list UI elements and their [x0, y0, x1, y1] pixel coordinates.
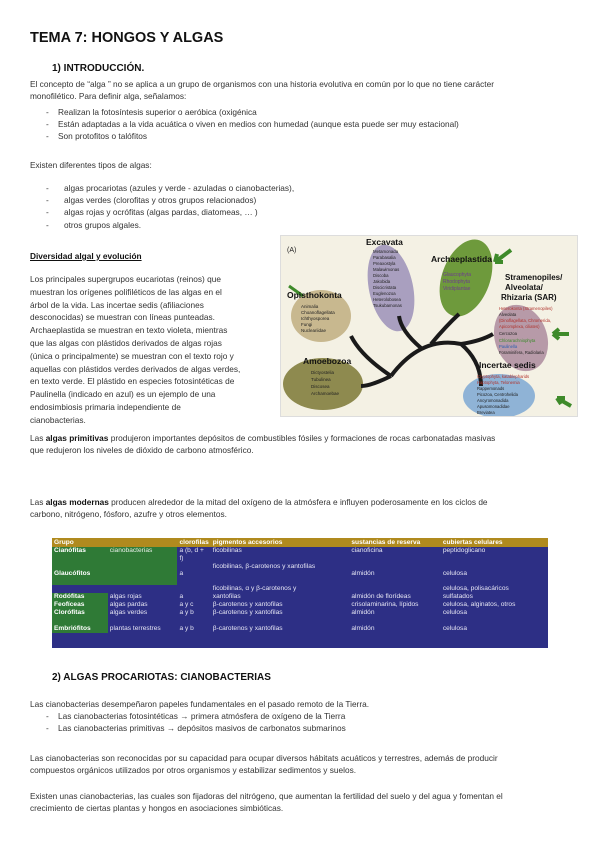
diversity-paragraph [30, 273, 270, 427]
sar-label-1: Stramenopiles/ [505, 273, 563, 282]
list-item: - Son protofitos o talófitos [30, 130, 590, 142]
table-cell: peptidoglicano [442, 547, 486, 554]
table-cell: algas rojas [109, 593, 142, 600]
column-header: Grupo [52, 538, 108, 547]
taxon-label: (Dinoflagellata, Chromerida, [499, 318, 552, 323]
taxon-label: Paulinella [499, 344, 518, 349]
table-cell: a y b [179, 625, 194, 632]
table-cell: algas verdes [109, 609, 148, 616]
list-item: - Están adaptadas a la vida acuática o viven en medios con humedad (aunque esta puede ser muy estacional) [30, 118, 590, 130]
column-header [108, 538, 178, 547]
list-item: - algas verdes (clorofitas y otros grupos relacionados) [30, 194, 590, 206]
types-intro: Existen diferentes tipos de algas: [30, 160, 152, 170]
archaeplastida-items [443, 272, 471, 292]
taxon-label: Preaxostyla [373, 261, 396, 266]
taxon-label: Glaucophyta [443, 272, 472, 278]
table-cell: Cianófitas [52, 547, 108, 563]
taxon-label: Parabasalia [373, 255, 396, 260]
table-cell [108, 563, 178, 585]
text-line: crecimiento de ciertas plantas y hongos en asociaciones simbióticas. [30, 803, 284, 814]
primitive-algae-paragraph [30, 432, 590, 456]
table-cell: Rodófitas [52, 593, 108, 601]
text-line [30, 432, 590, 444]
amoebozoa-label: Amoebozoa [303, 356, 352, 366]
intro-paragraph [30, 78, 494, 102]
taxon-label: Heterolobosea [373, 297, 401, 302]
table-row [52, 547, 548, 563]
text-line: desconocidas) se muestran con líneas punteadas. [30, 312, 215, 323]
tree-diagram [281, 236, 577, 416]
text-line: compuestos orgánicos utilizados por otros organismos y estabilizar sedimentos y suelos. [30, 765, 357, 776]
taxon-label: Dictyostelia [311, 370, 335, 375]
taxon-label: Discosea [311, 384, 330, 389]
table-row [52, 593, 548, 601]
taxon-label: Choanoflagellata [301, 310, 335, 315]
arrow-icon [557, 398, 571, 406]
list-item: - otros grupos algales. [30, 219, 590, 231]
table-cell: a y c [179, 601, 194, 608]
text-line: Archaeplastida se muestran en texto violeta, mientras [30, 325, 228, 336]
table-cell [177, 585, 210, 593]
diversity-heading: Diversidad algal y evolución [30, 251, 142, 261]
taxon-label: Cryptophyta, katablepharids [477, 374, 530, 379]
taxon-label: Animalia [301, 304, 319, 309]
taxon-label: Discicristata [373, 285, 397, 290]
eukaryote-tree-figure [280, 235, 578, 417]
table-cell: celulosa, polisacáricos [442, 585, 509, 592]
taxon-label: Metamonada [373, 249, 399, 254]
table-cell: celulosa [442, 625, 468, 632]
taxon-label: Tsukubamonas [373, 303, 402, 308]
bold-term: algas modernas [45, 497, 109, 507]
taxon-label: Foraminifera, Radiolaria [499, 350, 544, 355]
table-cell: almidón de florídeas [351, 593, 411, 600]
text-line: cianobacterias. [30, 414, 86, 425]
sar-label-3: Rhizaria (SAR) [501, 293, 557, 302]
taxon-label: Rhodophyta [443, 279, 470, 285]
table-cell: β-carotenos y xantofilas [212, 609, 283, 616]
text-run: producen alrededor de la mitad del oxígeno de la atmósfera e influyen poderosamente en los ciclos de [108, 497, 488, 507]
table-header-row [52, 538, 548, 547]
text-line: aquellas con plástidos verdes derivados de algas verdes, [30, 363, 241, 374]
text-line: en texto verde. El plástido en especies fotosintéticas de [30, 376, 235, 387]
table-row [52, 617, 548, 633]
list-item: - Las cianobacterias primitivas → depósitos masivos de carbonatos submarinos [30, 722, 590, 734]
taxon-label: Haptophyta, Telonemia [477, 380, 520, 385]
list-item: - algas rojas y ocrófitas (algas pardas, diatomeas, … ) [30, 206, 590, 218]
algae-types-list [30, 182, 590, 231]
algae-groups-table [52, 538, 548, 648]
text-line [30, 496, 590, 508]
section-heading-intro: 1) INTRODUCCIÓN. [52, 63, 145, 74]
table-cell: cianobacterias [108, 547, 178, 563]
taxon-label: Malawimonas [373, 267, 400, 272]
taxon-label: Chlorarachniophyta [499, 338, 536, 343]
text-run: Las [30, 433, 46, 443]
text-line: que redujeron los niveles de dióxido de carbono atmosférico. [30, 445, 254, 456]
table-cell: plantas terrestres [109, 625, 161, 632]
section-heading-cyanobacteria: 2) ALGAS PROCARIOTAS: CIANOBACTERIAS [52, 672, 271, 683]
table-cell: algas pardas [109, 601, 148, 608]
table-cell: a y b [179, 609, 194, 616]
table-cell: a [179, 593, 184, 600]
table-cell: celulosa, alginatos, otros [442, 601, 516, 608]
text-line: árbol de la vida. Las incertae sedis (afiliaciones [30, 299, 204, 310]
table-cell: ficobilinas, α y β-carotenos y [212, 585, 297, 592]
table-cell: a [179, 570, 184, 577]
taxon-label: Rappemonads [477, 386, 505, 391]
taxon-label: Archamoebae [311, 391, 340, 396]
taxon-label: Jakobida [373, 279, 391, 284]
text-run: Las [30, 497, 46, 507]
archaeplastida-label: Archaeplastida [431, 254, 492, 264]
table-cell: β-carotenos y xantofilas [212, 625, 283, 632]
excavata-label: Excavata [366, 237, 403, 247]
taxon-label: Viridiplantae [443, 286, 471, 292]
text-line: Existen unas cianobacterias, las cuales son fijadoras del nitrógeno, que aumentan la fertilidad del suelo y del agua y fomentan el [30, 791, 503, 801]
taxon-label: Euglenozoa [373, 291, 396, 296]
cyano-intro: Las cianobacterias desempeñaron papeles fundamentales en el pasado remoto de la Tierra. [30, 699, 370, 709]
taxon-label: Discoba [373, 273, 389, 278]
taxon-label: Breviatea [477, 410, 495, 415]
table-cell: xantofilas [212, 593, 241, 600]
text-line: Las cianobacterias son reconocidas por su capacidad para ocupar diversos hábitats acuáticos y terrestres, además de producir [30, 753, 498, 763]
list-item: - Realizan la fotosíntesis superior o aeróbica (oxigénica [30, 106, 590, 118]
arrow-icon [553, 329, 569, 339]
arrow-icon [495, 250, 511, 262]
table-cell [52, 585, 108, 593]
text-line: endosimbiosis primaria independiente de [30, 401, 181, 412]
opisthokonta-label: Opisthokonta [287, 290, 342, 300]
nitrogen-fixation-paragraph [30, 790, 590, 814]
taxon-label: Ichthyosporea [301, 316, 330, 321]
table-row [52, 563, 548, 585]
taxon-label: Nucleariidae [301, 328, 327, 333]
column-header: pigmentos accesorios [211, 538, 350, 547]
table-cell: β-carotenos y xantofilas [212, 601, 283, 608]
taxon-label: Cercozoa [499, 331, 517, 336]
table-cell [108, 585, 178, 593]
definition-bullets [30, 106, 590, 143]
table-cell: celulosa [442, 609, 468, 616]
table-cell: Embriófitos [52, 617, 108, 633]
table-cell: Glaucófitos [52, 563, 108, 585]
table-cell: crisolaminarina, lípidos [351, 601, 419, 608]
table-cell: cianoficina [351, 547, 383, 554]
text-line: El concepto de “alga ” no se aplica a un grupo de organismos con una historia evolutiva en común por lo que no tiene carácter [30, 79, 494, 89]
text-line: muestran los orígenes polifiléticos de las algas en el [30, 286, 222, 297]
text-line: Paulinella (indicado en azul) es un ejemplo de una [30, 389, 216, 400]
modern-algae-paragraph [30, 496, 590, 520]
column-header: cubiertas celulares [441, 538, 548, 547]
table-cell: almidón [351, 625, 375, 632]
table-cell [349, 585, 440, 593]
tree-branches [351, 314, 493, 386]
page-title: TEMA 7: HONGOS Y ALGAS [30, 30, 224, 46]
taxon-label: Picozoa, Centrohelida [477, 392, 518, 397]
taxon-label: Ancyromonadida [477, 398, 509, 403]
text-run: produjeron importantes depósitos de combustibles fósiles y formaciones de rocas carbonatadas masivas [108, 433, 496, 443]
list-item: - algas procariotas (azules y verde - azuladas o cianobacterias), [30, 182, 590, 194]
column-header: sustancias de reserva [349, 538, 440, 547]
table-cell: a (b, d + f) [179, 547, 204, 562]
list-item: - Las cianobacterias fotosintéticas → primera atmósfera de oxígeno de la Tierra [30, 710, 590, 722]
table-row [52, 601, 548, 609]
taxon-label: Alveolata [499, 312, 517, 317]
table-row [52, 585, 548, 593]
taxon-label: Apicomplexa, ciliates) [499, 324, 540, 329]
bold-term: algas primitivas [45, 433, 109, 443]
taxon-label: Tubulinea [311, 377, 331, 382]
text-line: monofilético. Para definir alga, señalamos: [30, 91, 187, 102]
table-cell: Feofíceas [52, 601, 108, 609]
table-row [52, 609, 548, 617]
text-line: que las algas con plástidos derivados de algas rojas [30, 337, 222, 348]
cyano-habitats-paragraph [30, 752, 590, 776]
text-line: carbono, nitrógeno, fósforo, azufre y otros elementos. [30, 509, 227, 520]
sar-label-2: Alveolata/ [505, 283, 543, 292]
column-header: clorofilas [179, 539, 209, 546]
panel-label: (A) [287, 247, 297, 254]
table-cell: celulosa [442, 570, 468, 577]
taxon-label: Heterokonta (Stramenopiles) [499, 306, 553, 311]
text-line: (única o principalmente) se muestran con el texto rojo y [30, 350, 234, 361]
incertae-label: Incertae sedis [479, 360, 536, 370]
cyano-bullets [30, 710, 590, 734]
table-cell: sulfatados [442, 593, 473, 600]
table-cell: almidón [351, 570, 375, 577]
table-cell: ficobilinas [212, 547, 242, 554]
taxon-label: Fungi [301, 322, 313, 327]
text-line: Los principales supergrupos eucariotas (reinos) que [30, 274, 221, 284]
taxon-label: Apusomonadidae [477, 404, 510, 409]
table-cell: Clorófitas [52, 609, 108, 617]
table-cell: almidón [351, 609, 375, 616]
table-cell: ficobilinas, β-carotenos y xantofilas [212, 563, 316, 570]
